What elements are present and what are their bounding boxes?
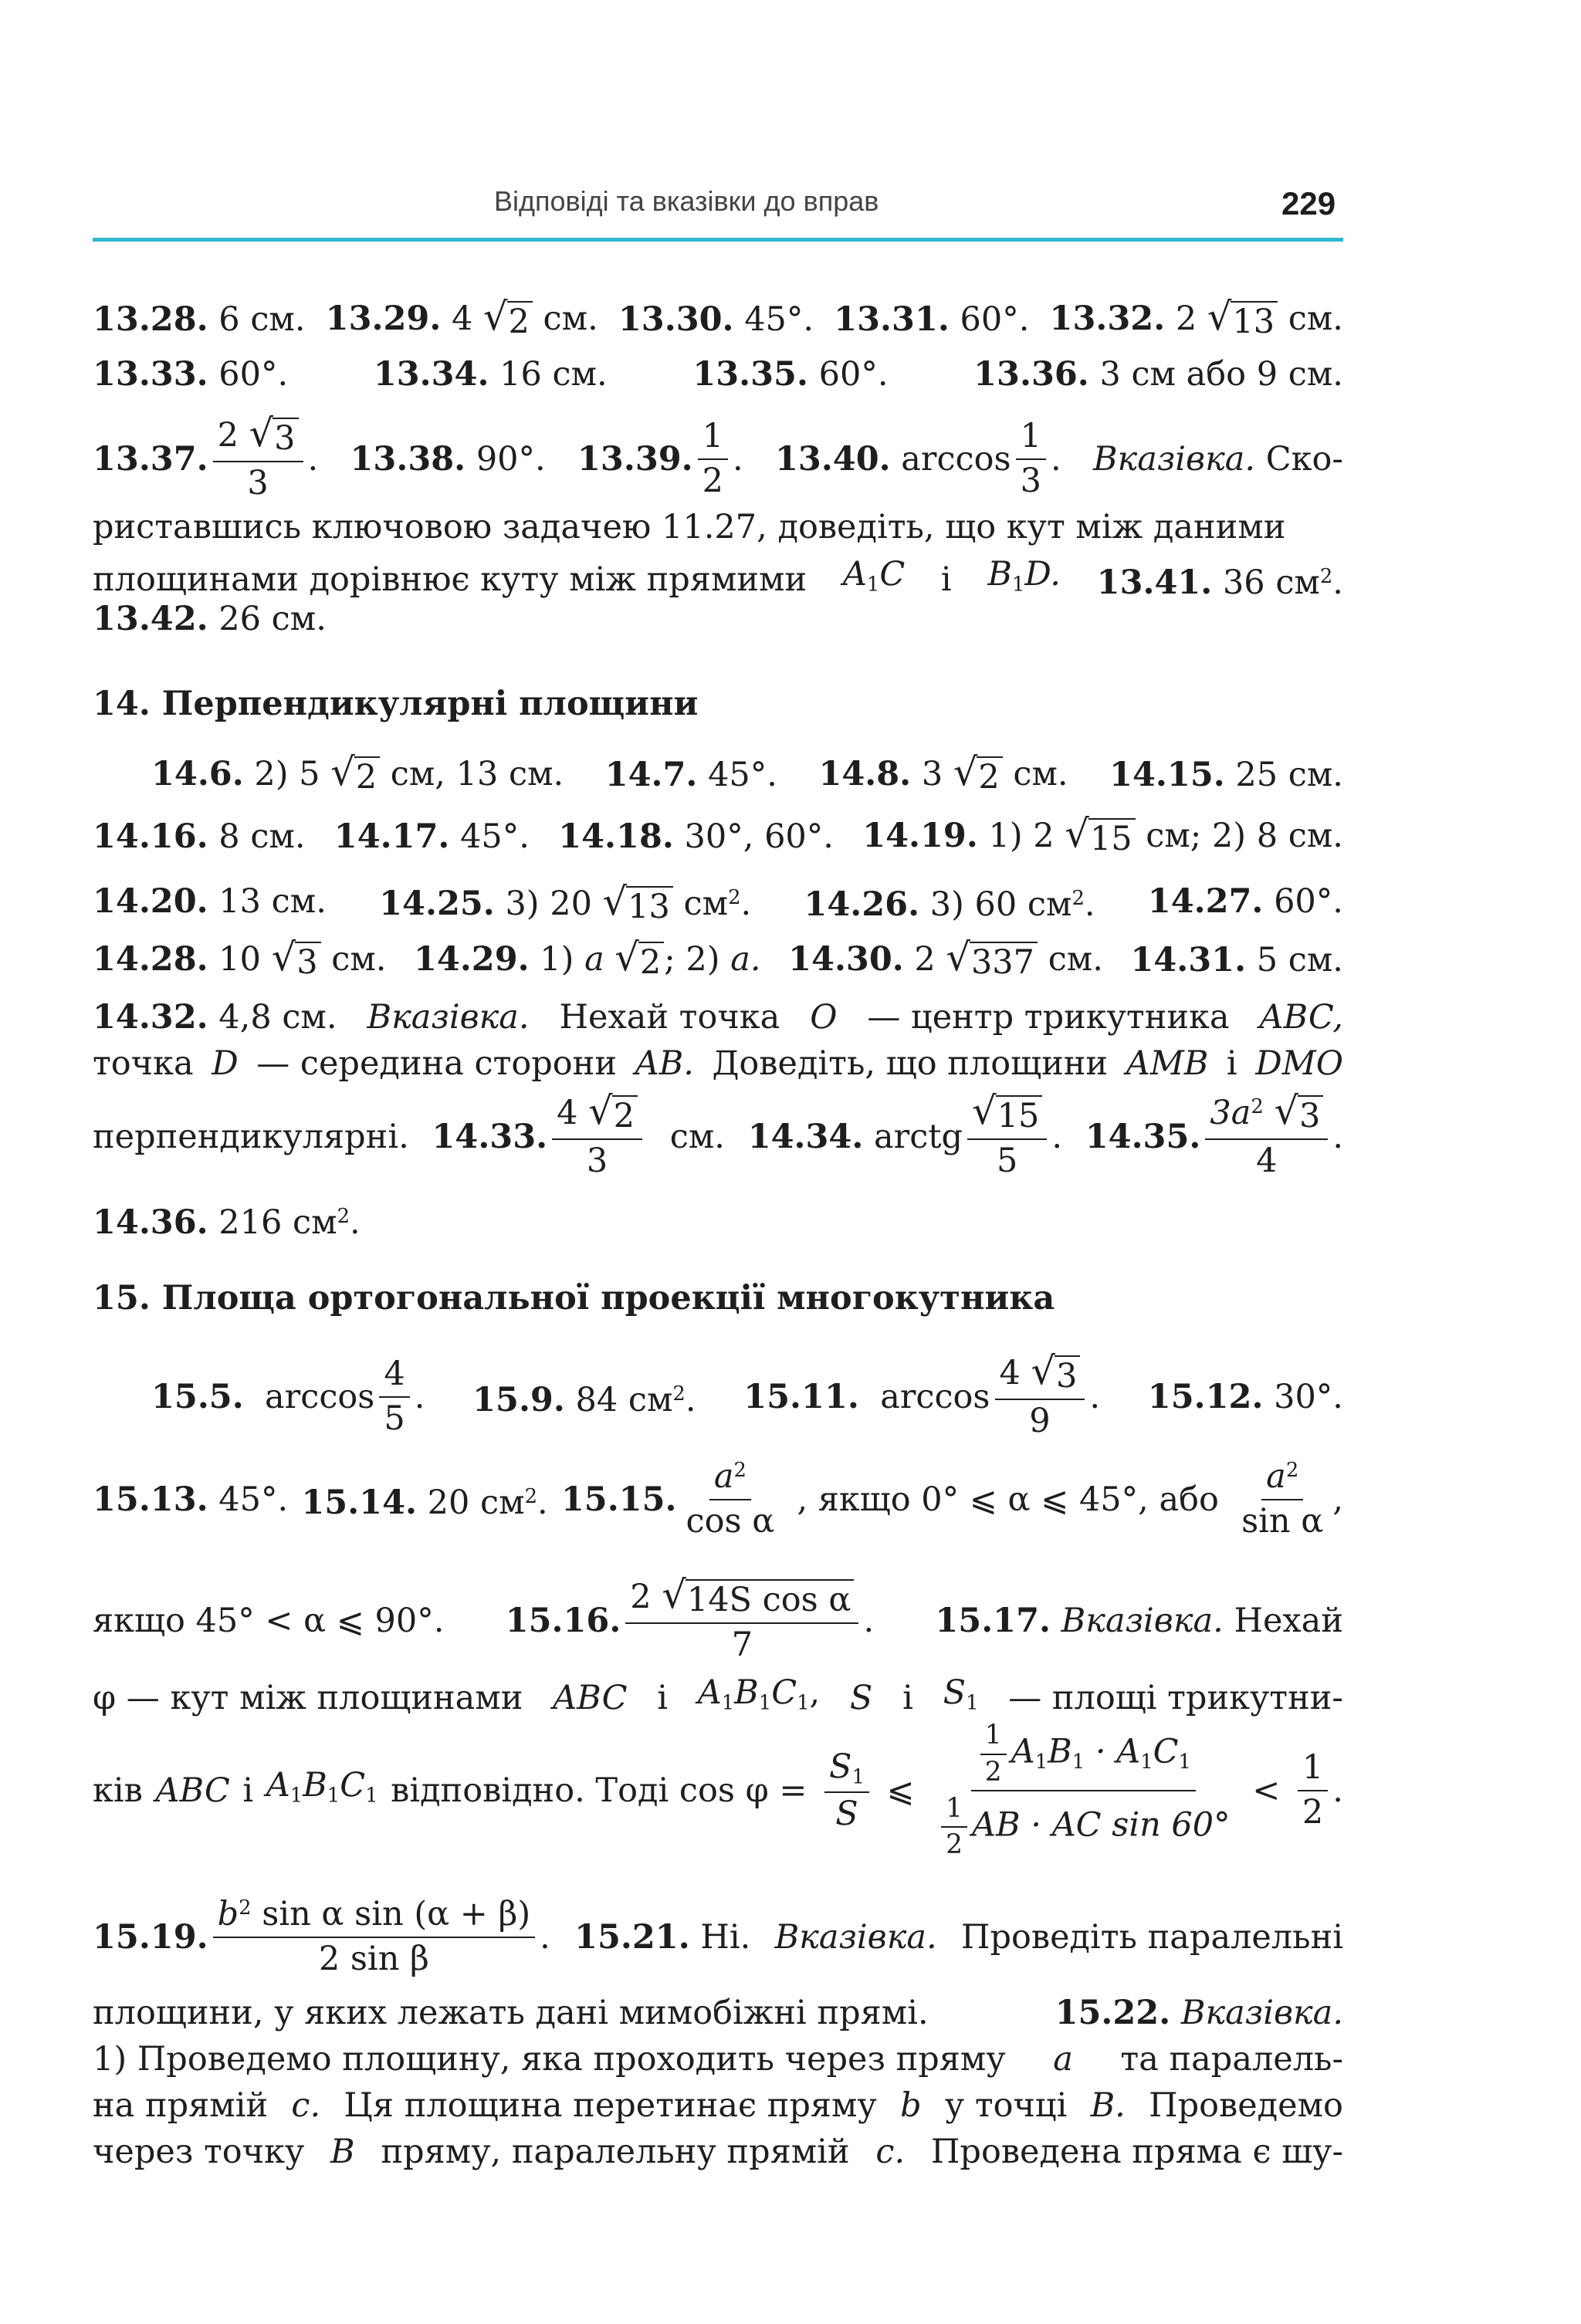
answer-number: 14.15. bbox=[1109, 756, 1225, 795]
answer-line: 14.32. 4,8 см. Вказівка. Нехай точка O — центр трикутника ABC, bbox=[93, 996, 1343, 1039]
answer-number: 14.7. bbox=[604, 756, 698, 795]
answer-number: 13.36. bbox=[973, 355, 1089, 394]
answer-number: 14.32. bbox=[93, 998, 208, 1037]
answer-text: 90°. bbox=[476, 440, 546, 479]
answer-number: 14.18. bbox=[558, 817, 674, 857]
answer-line: 13.37. 2 √ 3 3 . 13.38. 90°. 13.39. $\frac{1}{2}$ . 13.40. arccos $\frac{1}{3}$ . Вказівка. Ско- bbox=[93, 411, 1343, 502]
answer-text: 60°. bbox=[818, 355, 889, 394]
answer-number: 14.34. bbox=[747, 1118, 864, 1156]
answer-line: ків ABC і $A_1B_1C_1$ відповідно. Тоді cos φ = $\frac{S_1}{S}$ ⩽ $\frac{1}{2}$ $A_1B_1 \cdot A_1C_1$ $\frac{1}{2}$ AB · AC sin 60° < $\frac{1}{2}$ . bbox=[93, 1720, 1343, 1861]
hint-label: Вказівка. bbox=[774, 1918, 937, 1957]
answer-number: 14.16. bbox=[93, 817, 208, 857]
paragraph-text: риставшись ключовою задачею 11.27, доведіть, що кут між даними bbox=[93, 508, 1286, 546]
answer-number: 13.31. bbox=[834, 300, 950, 340]
section-heading: 14. Перпендикулярні площини bbox=[93, 685, 699, 723]
fraction: $\frac{1}{2}$ bbox=[1298, 1748, 1328, 1832]
fraction: √ 15 5 bbox=[967, 1092, 1047, 1181]
answer-number: 13.34. bbox=[373, 355, 489, 394]
answer-text: 2 bbox=[1175, 299, 1197, 338]
text-line: 1) Проведемо площину, яка проходить через пряму a та паралель- bbox=[93, 2040, 1343, 2079]
answer-number: 15.21. bbox=[574, 1918, 690, 1957]
answer-number: 13.37. bbox=[93, 440, 208, 479]
answer-number: 15.16. bbox=[505, 1602, 621, 1640]
fraction: $\frac{1}{2}$ bbox=[698, 417, 728, 501]
answer-number: 13.35. bbox=[692, 355, 808, 394]
answer-text: см. bbox=[1288, 299, 1343, 338]
sqrt-expression: √ 2 bbox=[483, 298, 533, 343]
answer-line: 15.19. $\frac{b^2 \sin \alpha \sin (\alpha + \beta)}{\text{2 sin β}}$ . 15.21. Ні. Вказівка. Проведіть паралельні bbox=[93, 1895, 1343, 1978]
paragraph-text: площинами дорівнює куту між прямими bbox=[93, 560, 807, 599]
answer-number: 13.32. bbox=[1049, 299, 1166, 338]
fraction: $\frac{b^2 \sin \alpha \sin (\alpha + \beta)}{\text{2 sin β}}$ bbox=[213, 1895, 536, 1979]
answer-number: 13.30. bbox=[618, 300, 734, 340]
fraction: 2 √ 14S cos α 7 bbox=[625, 1576, 858, 1665]
answer-number: 14.28. bbox=[93, 940, 208, 979]
answer-line: 14.28. 10 √ 3 см. 14.29. 1) a √ 2 ; 2) a. 14.30. 2 √ 337 см. 14.31. 5 см. bbox=[93, 935, 1343, 982]
answer-number: 15.5. bbox=[151, 1378, 244, 1416]
answer-number: 14.33. bbox=[432, 1118, 548, 1156]
fraction: $\frac{4}{5}$ bbox=[379, 1355, 409, 1439]
answer-number: 14.6. bbox=[151, 755, 244, 793]
answer-text: 60°. bbox=[960, 300, 1030, 340]
answer-number: 15.17. bbox=[935, 1602, 1051, 1640]
running-header-title: Відповіді та вказівки до вправ bbox=[494, 185, 879, 217]
answer-number: 15.15. bbox=[560, 1480, 677, 1519]
answer-text: 6 см. bbox=[218, 300, 306, 340]
answer-number: 14.31. bbox=[1130, 941, 1247, 980]
hint-label: Вказівка. bbox=[1061, 1602, 1224, 1640]
answer-line: 15.13. 45°. 15.14. 20 $см^2$. 15.15. $\frac{a^2}{\text{cos α}}$ , якщо 0° ⩽ α ⩽ 45°, або $\frac{a^2}{\text{sin α}}$ , bbox=[93, 1457, 1343, 1541]
answer-number: 13.41. bbox=[1096, 563, 1213, 602]
text-line: точка D — середина сторони AB. Доведіть, що площини AMB і DMO bbox=[93, 1044, 1343, 1083]
answer-number: 15.12. bbox=[1147, 1378, 1264, 1416]
answer-text: 4 bbox=[451, 299, 473, 338]
answer-number: 13.28. bbox=[93, 300, 208, 340]
text-line bbox=[93, 506, 1343, 549]
answer-line: 15.5. arccos $\frac{4}{5}$ . 15.9. 84 $см^2$. 15.11. arccos 4 √ 3 9 . 15.12. 30°. bbox=[151, 1348, 1343, 1440]
answer-number: 13.38. bbox=[350, 440, 466, 479]
hint-label: Вказівка. bbox=[367, 998, 530, 1037]
answer-number: 14.26. bbox=[804, 885, 920, 925]
answer-number: 14.17. bbox=[333, 817, 450, 857]
answer-number: 15.22. bbox=[1055, 1994, 1171, 2032]
answer-number: 15.13. bbox=[93, 1480, 208, 1519]
function-name: arccos bbox=[901, 440, 1011, 479]
fraction: $\frac{1}{3}$ bbox=[1016, 417, 1046, 501]
answer-number: 14.8. bbox=[818, 755, 912, 793]
header-rule bbox=[93, 238, 1343, 242]
answer-number: 15.9. bbox=[472, 1381, 565, 1420]
answer-line: 13.42. 26 см. bbox=[93, 600, 327, 638]
answer-text: 16 см. bbox=[499, 355, 608, 394]
sqrt-expression: √ 13 bbox=[1207, 298, 1278, 343]
hint-label: Вказівка. bbox=[1092, 440, 1256, 479]
answer-line: 14.6. 2) 5 √ 2 см, 13 см. 14.7. 45°. 14.8. 3 √ 2 см. 14.15. 25 см. bbox=[151, 749, 1343, 797]
answer-number: 14.20. bbox=[93, 882, 208, 922]
fraction: 4 √ 2 3 bbox=[552, 1092, 642, 1181]
page-number: 229 bbox=[1281, 185, 1336, 222]
fraction: $\frac{S_1}{S}$ bbox=[824, 1747, 869, 1834]
answer-line bbox=[93, 294, 1343, 343]
answer-number: 15.19. bbox=[93, 1918, 208, 1957]
fraction: 2 √ 3 3 bbox=[213, 414, 303, 503]
answer-line: перпендикулярні. 14.33. 4 √ 2 3 см. 14.34. arctg √ 15 5 . 14.35. $3a^2$ √ 3 4 . bbox=[93, 1088, 1343, 1180]
answer-line: якщо 45° < α ⩽ 90°. 15.16. 2 √ 14S cos α 7 . 15.17. Вказівка. Нехай bbox=[93, 1572, 1343, 1664]
answer-text: см. bbox=[543, 299, 598, 338]
answer-line bbox=[93, 353, 1343, 396]
text-line: через точку B пряму, паралельну прямій c. Проведена пряма є шу- bbox=[93, 2133, 1343, 2171]
answer-number: 13.40. bbox=[774, 440, 891, 479]
answer-text: 3 см або 9 см. bbox=[1099, 355, 1343, 394]
answer-text: 60°. bbox=[218, 355, 289, 394]
answer-text: 45°. bbox=[744, 300, 814, 340]
fraction: 4 √ 3 9 bbox=[995, 1352, 1085, 1441]
fraction: $\frac{a^2}{\text{cos α}}$ bbox=[686, 1457, 775, 1541]
answer-number: 14.35. bbox=[1085, 1118, 1201, 1156]
answer-line: 14.20. 13 см. 14.25. 3) 20 √ 13 $см^2$. 14.26. 3) 60 $см^2$. 14.27. 60°. bbox=[93, 879, 1343, 927]
fraction: $\frac{a^2}{\text{sin α}}$ bbox=[1241, 1457, 1324, 1541]
compound-fraction: $\frac{1}{2}$ $A_1B_1 \cdot A_1C_1$ $\frac{1}{2}$ AB · AC sin 60° bbox=[932, 1720, 1235, 1861]
answer-number: 13.33. bbox=[93, 355, 208, 394]
text-line: на прямій c. Ця площина перетинає пряму b у точці B. Проведемо bbox=[93, 2086, 1343, 2125]
answer-line: 14.36. 216 $см^2$. bbox=[93, 1203, 361, 1243]
answer-number: 13.42. bbox=[93, 600, 208, 638]
fraction: $3a^2$ √ 3 4 bbox=[1205, 1092, 1328, 1181]
answer-number: 14.30. bbox=[788, 940, 904, 979]
answer-number: 13.39. bbox=[577, 440, 693, 479]
section-heading: 15. Площа ортогональної проекції многокутника bbox=[93, 1279, 1055, 1318]
answer-line: 14.16. 8 см. 14.17. 45°. 14.18. 30°, 60°. 14.19. 1) 2 √ 15 см; 2) 8 см. bbox=[93, 811, 1343, 858]
hint-label: Вказівка. bbox=[1180, 1994, 1343, 2032]
answer-number: 14.36. bbox=[93, 1203, 208, 1243]
answer-number: 13.29. bbox=[325, 299, 442, 338]
text-line: площинами дорівнює куту між прямими $A_1C$ і $B_1D$. 13.41. 36 $см^2$. bbox=[93, 555, 1343, 602]
answer-number: 14.29. bbox=[413, 940, 530, 979]
answer-number: 14.19. bbox=[862, 817, 978, 855]
text-line: φ — кут між площинами ABC і $A_1B_1C_1$, S і $S_1$ — площі трикутни- bbox=[93, 1673, 1343, 1717]
text-line: площини, у яких лежать дані мимобіжні прямі. 15.22. Вказівка. bbox=[93, 1994, 1343, 2032]
answer-number: 15.11. bbox=[743, 1378, 859, 1416]
answer-number: 14.25. bbox=[379, 885, 495, 924]
answer-number: 15.14. bbox=[301, 1483, 417, 1523]
answer-number: 14.27. bbox=[1147, 882, 1264, 922]
